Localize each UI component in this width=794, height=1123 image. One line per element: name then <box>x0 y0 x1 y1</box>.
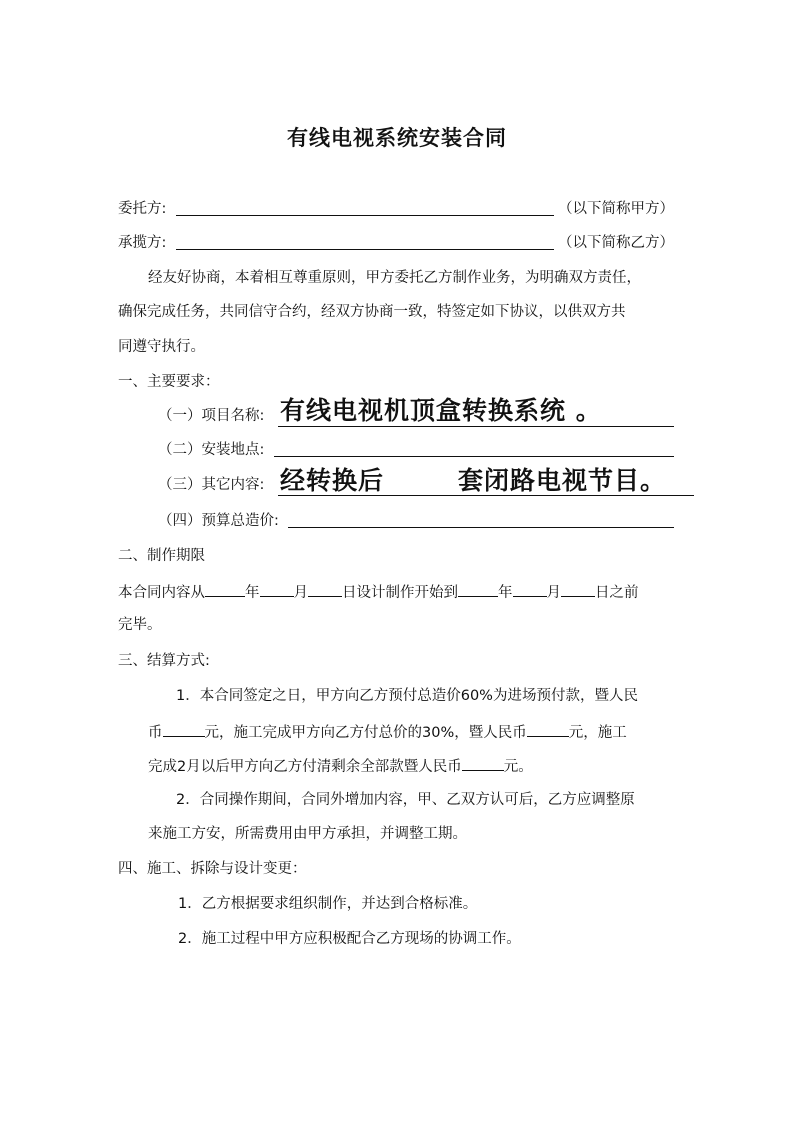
end-year-blank[interactable] <box>458 581 498 597</box>
section-1-heading: 一、主要要求： <box>118 374 220 390</box>
payment-text-b: 元，施工完成甲方向乙方付总价的30%，暨人民币 <box>204 725 527 741</box>
payment-clause-1-line-3 <box>148 755 533 777</box>
section-3-heading: 三、结算方式: <box>118 653 210 669</box>
intro-line-1: 经友好协商，本着相互尊重原则，甲方委托乙方制作业务，为明确双方责任， <box>148 270 641 286</box>
payment-clause-2-line-2: 来施工方安，所需费用由甲方承担，并调整工期。 <box>148 826 467 842</box>
item-1-value: 有线电视机顶盒转换系统 。 <box>280 396 602 425</box>
item-3-value-a: 经转换后 <box>280 466 385 495</box>
payment-clause-1-line-2 <box>148 721 627 743</box>
period-text-3: 月 <box>293 585 308 601</box>
end-day-blank[interactable] <box>561 581 595 597</box>
section-4-heading: 四、施工、拆除与设计变更： <box>118 861 307 877</box>
payment-text-c: 元，施工 <box>568 725 627 741</box>
period-text-4: 日设计制作开始到 <box>342 585 458 601</box>
period-text-1: 本合同内容从 <box>118 585 205 601</box>
end-month-blank[interactable] <box>513 581 547 597</box>
payment-text-e: 元。 <box>503 759 533 775</box>
item-4-label: （四）预算总造价: <box>158 513 279 529</box>
payment-clause-2-line-1: 2．合同操作期间，合同外增加内容，甲、乙双方认可后，乙方应调整原 <box>176 792 635 808</box>
item-3-value-b: 套闭路电视节目。 <box>458 466 667 495</box>
period-text-2: 年 <box>245 585 260 601</box>
contractor-suffix: （以下简称乙方） <box>558 235 674 251</box>
prepay-amount-blank[interactable] <box>163 721 205 737</box>
document-title: 有线电视系统安装合同 <box>287 125 507 150</box>
contractor-blank[interactable] <box>176 233 554 250</box>
item-3-underline <box>278 494 694 496</box>
intro-line-3: 同遵守执行。 <box>118 339 205 355</box>
period-text-6: 月 <box>546 585 561 601</box>
progress-amount-blank[interactable] <box>527 721 569 737</box>
item-4-blank[interactable] <box>288 511 674 528</box>
section-2-heading: 二、制作期限 <box>118 548 205 564</box>
item-1-label: （一）项目名称: <box>158 408 265 424</box>
period-text-7: 日之前 <box>595 585 639 601</box>
construction-clause-1: 1．乙方根据要求组织制作，并达到合格标准。 <box>178 896 478 912</box>
item-2-label: （二）安装地点: <box>158 442 265 458</box>
client-label: 委托方: <box>118 201 167 217</box>
intro-line-2: 确保完成任务，共同信守合约，经双方协商一致，特签定如下协议，以供双方共 <box>118 304 626 320</box>
start-month-blank[interactable] <box>260 581 294 597</box>
item-1-underline <box>278 425 674 427</box>
client-suffix: （以下简称甲方） <box>558 201 674 217</box>
start-year-blank[interactable] <box>205 581 245 597</box>
period-line-2: 完毕。 <box>118 617 162 633</box>
payment-text-a: 币 <box>148 725 163 741</box>
payment-text-d: 完成2月以后甲方向乙方付清剩余全部款暨人民币 <box>148 759 462 775</box>
client-blank[interactable] <box>176 199 554 216</box>
final-amount-blank[interactable] <box>462 755 504 771</box>
period-text-5: 年 <box>498 585 513 601</box>
payment-clause-1-line-1: 1．本合同签定之日，甲方向乙方预付总造价60%为进场预付款，暨人民 <box>176 688 638 704</box>
construction-clause-2: 2．施工过程中甲方应积极配合乙方现场的协调工作。 <box>178 931 521 947</box>
start-day-blank[interactable] <box>308 581 342 597</box>
period-line <box>118 581 639 603</box>
item-3-label: （三）其它内容: <box>158 477 265 493</box>
item-2-blank[interactable] <box>274 440 674 457</box>
contractor-label: 承揽方: <box>118 235 167 251</box>
